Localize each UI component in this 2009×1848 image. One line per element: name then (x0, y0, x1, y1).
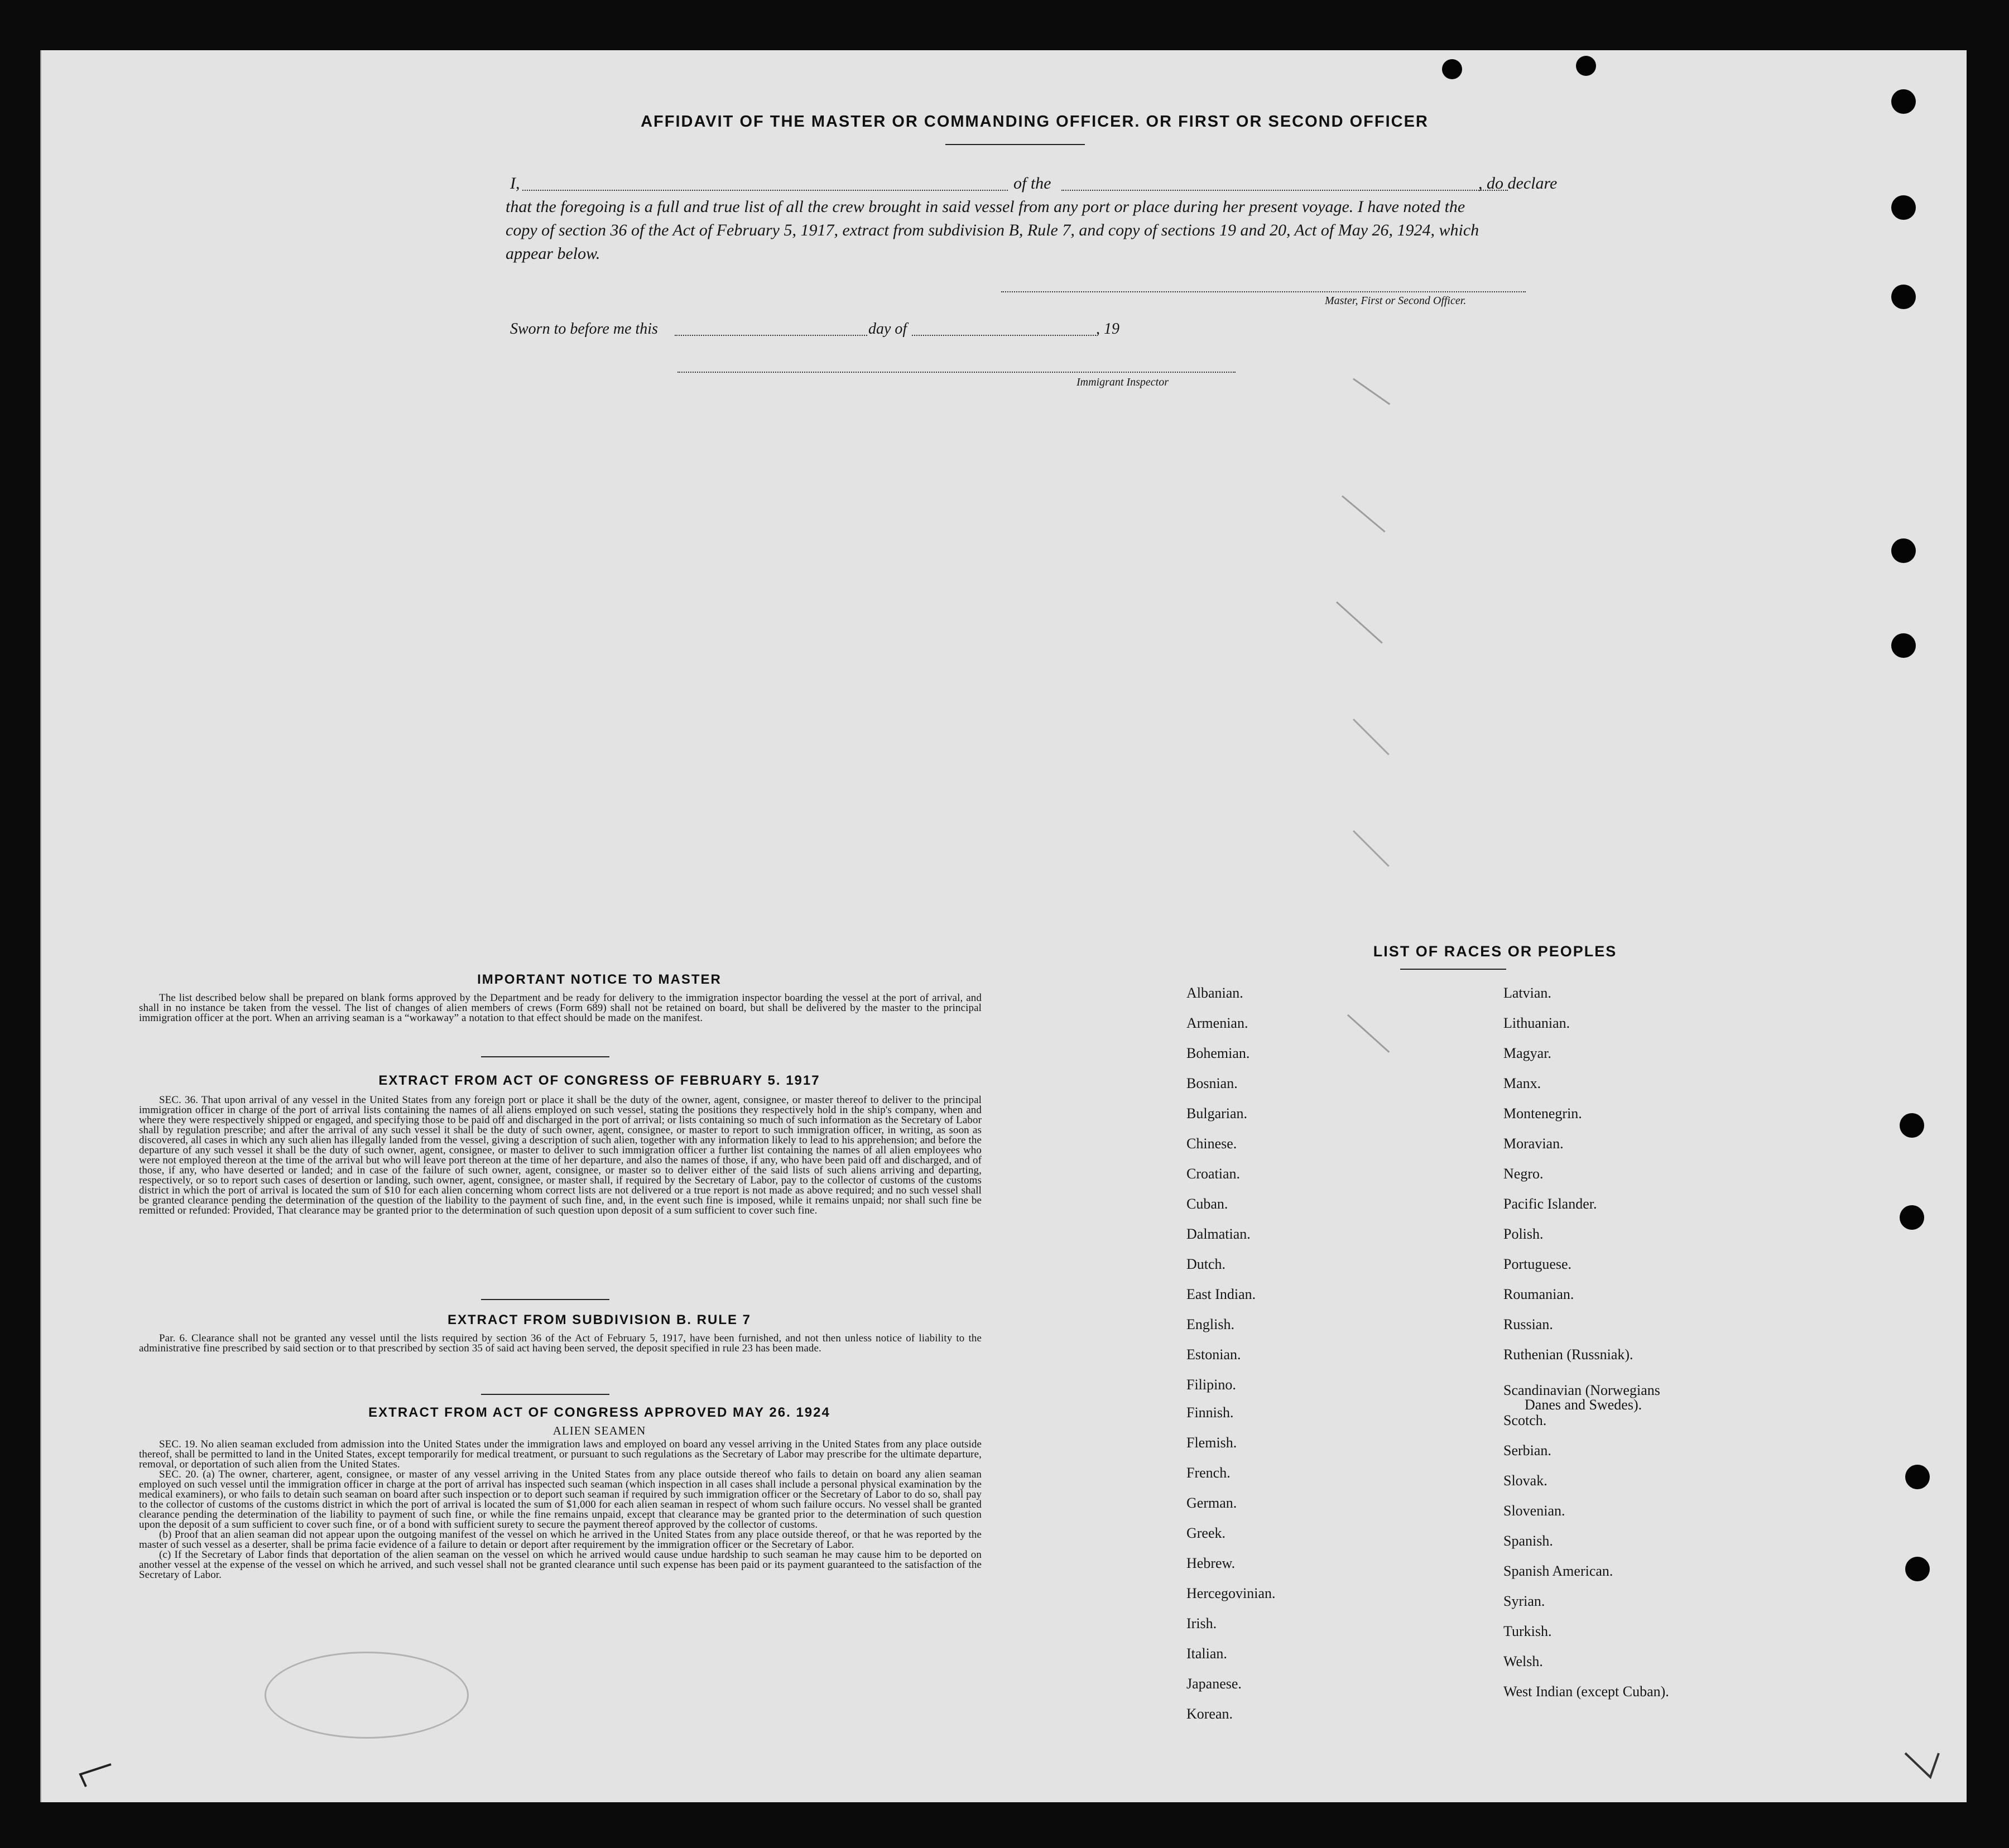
pencil-mark (1336, 601, 1383, 644)
sec20b-paragraph: (b) Proof that an alien seaman did not appear upon the outgoing manifest of the vessel on which he arrived in the United States from any place outside thereof, or that he was reported by the master of such vessel as a deserter, shall be prima facie evidence of a failure to detain or deport after requirement by the immigration officer or the Secretary of Labor. (139, 1529, 982, 1551)
day-of-label: day of (868, 320, 907, 338)
race-entry: Italian. (1186, 1645, 1227, 1662)
notice-title: IMPORTANT NOTICE TO MASTER (477, 972, 722, 987)
affidavit-body-2: copy of section 36 of the Act of February 5, 1917, extract from subdivision B, Rule 7, and copy of sections 19 and 20, Act of May 26, 1924, which (506, 221, 1479, 239)
sec20a-paragraph: SEC. 20. (a) The owner, charterer, agent, consignee, or master of any vessel arriving in the United States from any place outside thereof who fails to detain on board any alien seaman employed on such vessel until the immigration officer in charge at the port of arrival has inspected such seaman (which inspection in all cases shall include a personal physical examination by the medical examiners), or who fails to detain such seaman on board after such inspection or to deport such seaman if required by such immigration officer or the Secretary of Labor to do so, shall pay to the collector of customs of the customs district in which the port of arrival is located the sum of $1,000 for each alien seaman in respect of whom such failure occurs. No vessel shall be granted clearance pending the determination of the liability to payment of such fine, or while the fine remains unpaid, except that clearance may be granted prior to the determination of such question upon the deposit of a sum sufficient to cover such fine, or of a bond with sufficient surety to secure the payment thereof approved by the collector of customs. (139, 1469, 982, 1531)
affidavit-body-1: that the foregoing is a full and true list of all the crew brought in said vessel from any port or place during her present voyage. I have noted the (506, 198, 1465, 216)
divider (1400, 969, 1506, 970)
inspector-signature-line[interactable] (677, 372, 1236, 373)
notice-text (139, 993, 982, 1023)
race-entry: Portuguese. (1503, 1256, 1572, 1272)
race-entry: Danes and Swedes). (1525, 1397, 1642, 1413)
race-entry: Flemish. (1186, 1435, 1237, 1451)
race-entry: Slovak. (1503, 1472, 1547, 1489)
sworn-line (510, 320, 1180, 340)
declare-label: , do declare (1478, 174, 1558, 192)
sworn-label: Sworn to before me this (510, 320, 658, 338)
race-entry: Croatian. (1186, 1166, 1241, 1182)
punch-hole (1576, 56, 1596, 76)
punch-hole (1891, 195, 1916, 220)
race-entry: Polish. (1503, 1226, 1544, 1242)
sec20c-paragraph: (c) If the Secretary of Labor finds that deportation of the alien seaman on the vessel on which he arrived would cause undue hardship to such seaman he may cause him to be deported on another vessel at the expense of the vessel on which he arrived, and such vessel shall not be granted clearance until such expense has been paid or its payment guaranteed to the satisfaction of the Secretary of Labor. (139, 1549, 982, 1581)
race-entry: Chinese. (1186, 1135, 1237, 1152)
race-entry: Serbian. (1503, 1442, 1551, 1459)
race-entry: Roumanian. (1503, 1286, 1574, 1302)
race-entry: Moravian. (1503, 1135, 1564, 1152)
par6-paragraph: Par. 6. Clearance shall not be granted any vessel until the lists required by section 36 of the Act of February 5, 1917, have been furnished, and not then unless notice of liability to the administrative fine prescribed by said section or to that prescribed by section 35 of said act having been served, the deposit specified in rule 23 has been made. (139, 1332, 982, 1354)
punch-hole (1905, 1465, 1930, 1489)
extract-1924-text (139, 1440, 982, 1580)
race-entry: West Indian (except Cuban). (1503, 1683, 1669, 1700)
paper-sheet (40, 50, 1967, 1802)
of-the-label: of the (1013, 174, 1051, 192)
race-entry: Welsh. (1503, 1653, 1543, 1669)
pencil-mark (1347, 1014, 1390, 1053)
race-entry: Dalmatian. (1186, 1226, 1251, 1242)
race-entry: Lithuanian. (1503, 1015, 1570, 1031)
sec19-paragraph: SEC. 19. No alien seaman excluded from admission into the United States under the immigration laws and employed on board any vessel arriving in the United States from any place outside thereof, shall be permitted to land in the United States, except temporarily for medical treatment, or pursuant to such regulations as the Secretary of Labor may prescribe for the ultimate departure, removal, or deportation of such alien from the United States. (139, 1438, 982, 1470)
race-entry: Russian. (1503, 1316, 1553, 1332)
affidavit-body-3: appear below. (506, 244, 600, 263)
race-entry: Turkish. (1503, 1623, 1552, 1639)
race-entry: Armenian. (1186, 1015, 1248, 1031)
race-entry: Hebrew. (1186, 1555, 1236, 1571)
affidavit-title: AFFIDAVIT OF THE MASTER OR COMMANDING OFFICER. OR FIRST OR SECOND OFFICER (641, 113, 1429, 131)
race-entry: Bosnian. (1186, 1075, 1238, 1091)
race-entry: Latvian. (1503, 985, 1551, 1001)
race-entry: Filipino. (1186, 1377, 1236, 1393)
race-entry: Magyar. (1503, 1045, 1551, 1061)
race-entry: Finnish. (1186, 1404, 1234, 1421)
race-entry: Bulgarian. (1186, 1105, 1248, 1122)
i-label: I, (510, 174, 520, 192)
divider (481, 1056, 609, 1057)
race-entry: Irish. (1186, 1615, 1217, 1632)
race-entry: Montenegrin. (1503, 1105, 1582, 1122)
pencil-mark (1353, 378, 1390, 405)
punch-hole (1891, 285, 1916, 309)
sec36-paragraph: SEC. 36. That upon arrival of any vessel in the United States from any foreign port or place it shall be the duty of the owner, agent, consignee, or master thereof to deliver to the principal immigration officer in charge of the port of arrival lists containing the names of all aliens employed on such vessel, stating the positions they respectively hold in the ship's company, when and where they were respectively shipped or engaged, and specifying those to be paid off and discharged in the port of arrival; or lists containing so much of such information as the Secretary of Labor shall by regulation prescribe; and after the arrival of any such vessel it shall be the duty of such owner, agent, consignee, or master to report to such immigration officer, in writing, as soon as discovered, all cases in which any such alien has illegally landed from the vessel, giving a description of such alien, together with any information likely to lead to his apprehension; and before the departure of any such vessel it shall be the duty of such owner, agent, consignee, or master to deliver to such immigration officer a further list containing the names of all alien employees who were not employed thereon at the time of the arrival but who will leave port thereon at the time of her departure, and also the names of those, if any, who have been paid off and discharged, and of those, if any, who have deserted or landed; and in case of the failure of such owner, agent, consignee, or master so to deliver either of the said lists of such aliens arriving and departing, respectively, or so to report such cases of desertion or landing, such owner, agent, consignee, or master shall, if required by the Secretary of Labor, pay to the collector of customs of the customs district in which the port of arrival is located the sum of $10 for each alien concerning whom correct lists are not delivered or a true report is not made as above required; and no such vessel shall be granted clearance pending the determination of the question of the liability to the payment of such fine, and, in the event such fine is imposed, while it remains unpaid; nor shall such fine be remitted or refunded: Provided, That clearance may be granted prior to the determination of such question upon deposit of a sum sufficient to cover such fine. (139, 1094, 982, 1216)
divider (481, 1394, 609, 1395)
pencil-mark (1342, 495, 1386, 533)
punch-hole (1900, 1205, 1924, 1230)
vessel-blank[interactable] (1061, 190, 1508, 191)
race-entry: Korean. (1186, 1706, 1233, 1722)
pencil-mark (1353, 719, 1390, 755)
race-entry: Spanish American. (1503, 1563, 1613, 1579)
pencil-mark (1353, 830, 1390, 867)
races-title: LIST OF RACES OR PEOPLES (1373, 943, 1617, 960)
race-entry: Ruthenian (Russniak). (1503, 1346, 1633, 1363)
divider (945, 144, 1085, 145)
race-entry: Syrian. (1503, 1593, 1545, 1609)
race-entry: German. (1186, 1495, 1237, 1511)
race-entry: English. (1186, 1316, 1234, 1332)
extract-1917-title: EXTRACT FROM ACT OF CONGRESS OF FEBRUARY 5. 1917 (378, 1073, 820, 1088)
punch-hole (1442, 59, 1462, 79)
race-entry: French. (1186, 1465, 1231, 1481)
punch-hole (1891, 633, 1916, 658)
master-signature-line[interactable] (1001, 291, 1526, 292)
notice-paragraph: The list described below shall be prepared on blank forms approved by the Department and be ready for delivery to the immigration inspector boarding the vessel at the port of arrival, and shall in no instance be taken from the vessel. The list of changes of alien members of crews (Form 689) shall not be retained on board, but shall be delivered by the master to the principal immigration officer at the port. When an arriving seaman is a “workaway” a notation to that effect should be made on the manifest. (139, 992, 982, 1024)
race-entry: Spanish. (1503, 1533, 1553, 1549)
faded-stamp (265, 1652, 469, 1739)
race-entry: Bohemian. (1186, 1045, 1250, 1061)
punch-hole (1891, 89, 1916, 114)
race-entry: Pacific Islander. (1503, 1196, 1597, 1212)
sworn-day-blank[interactable] (675, 335, 867, 336)
rule7-title: EXTRACT FROM SUBDIVISION B. RULE 7 (447, 1312, 752, 1327)
race-entry: Negro. (1503, 1166, 1544, 1182)
race-entry: Dutch. (1186, 1256, 1226, 1272)
punch-hole (1905, 1557, 1930, 1581)
corner-mark-left (75, 1758, 119, 1791)
alien-seamen-subtitle: ALIEN SEAMEN (552, 1424, 646, 1437)
race-entry: Scandinavian (Norwegians (1503, 1382, 1660, 1398)
punch-hole (1891, 538, 1916, 563)
master-signature-label: Master, First or Second Officer. (1325, 295, 1467, 307)
punch-hole (1900, 1113, 1924, 1138)
race-entry: Scotch. (1503, 1412, 1547, 1428)
race-entry: Hercegovinian. (1186, 1585, 1276, 1601)
extract-1924-title: EXTRACT FROM ACT OF CONGRESS APPROVED MAY 26. 1924 (368, 1405, 830, 1420)
year-prefix: , 19 (1096, 320, 1119, 338)
race-entry: East Indian. (1186, 1286, 1256, 1302)
name-blank[interactable] (522, 190, 1008, 191)
sworn-month-blank[interactable] (912, 335, 1096, 336)
race-entry: Japanese. (1186, 1676, 1242, 1692)
race-entry: Manx. (1503, 1075, 1541, 1091)
inspector-label: Immigrant Inspector (1076, 376, 1169, 388)
affidavit-name-line (510, 174, 1565, 194)
extract-1917-text (139, 1095, 982, 1216)
race-entry: Estonian. (1186, 1346, 1241, 1363)
rule7-text (139, 1334, 982, 1354)
corner-mark-right (1900, 1746, 1950, 1786)
race-entry: Cuban. (1186, 1196, 1228, 1212)
divider (481, 1299, 609, 1300)
race-entry: Greek. (1186, 1525, 1226, 1541)
race-entry: Albanian. (1186, 985, 1243, 1001)
race-entry: Slovenian. (1503, 1503, 1565, 1519)
